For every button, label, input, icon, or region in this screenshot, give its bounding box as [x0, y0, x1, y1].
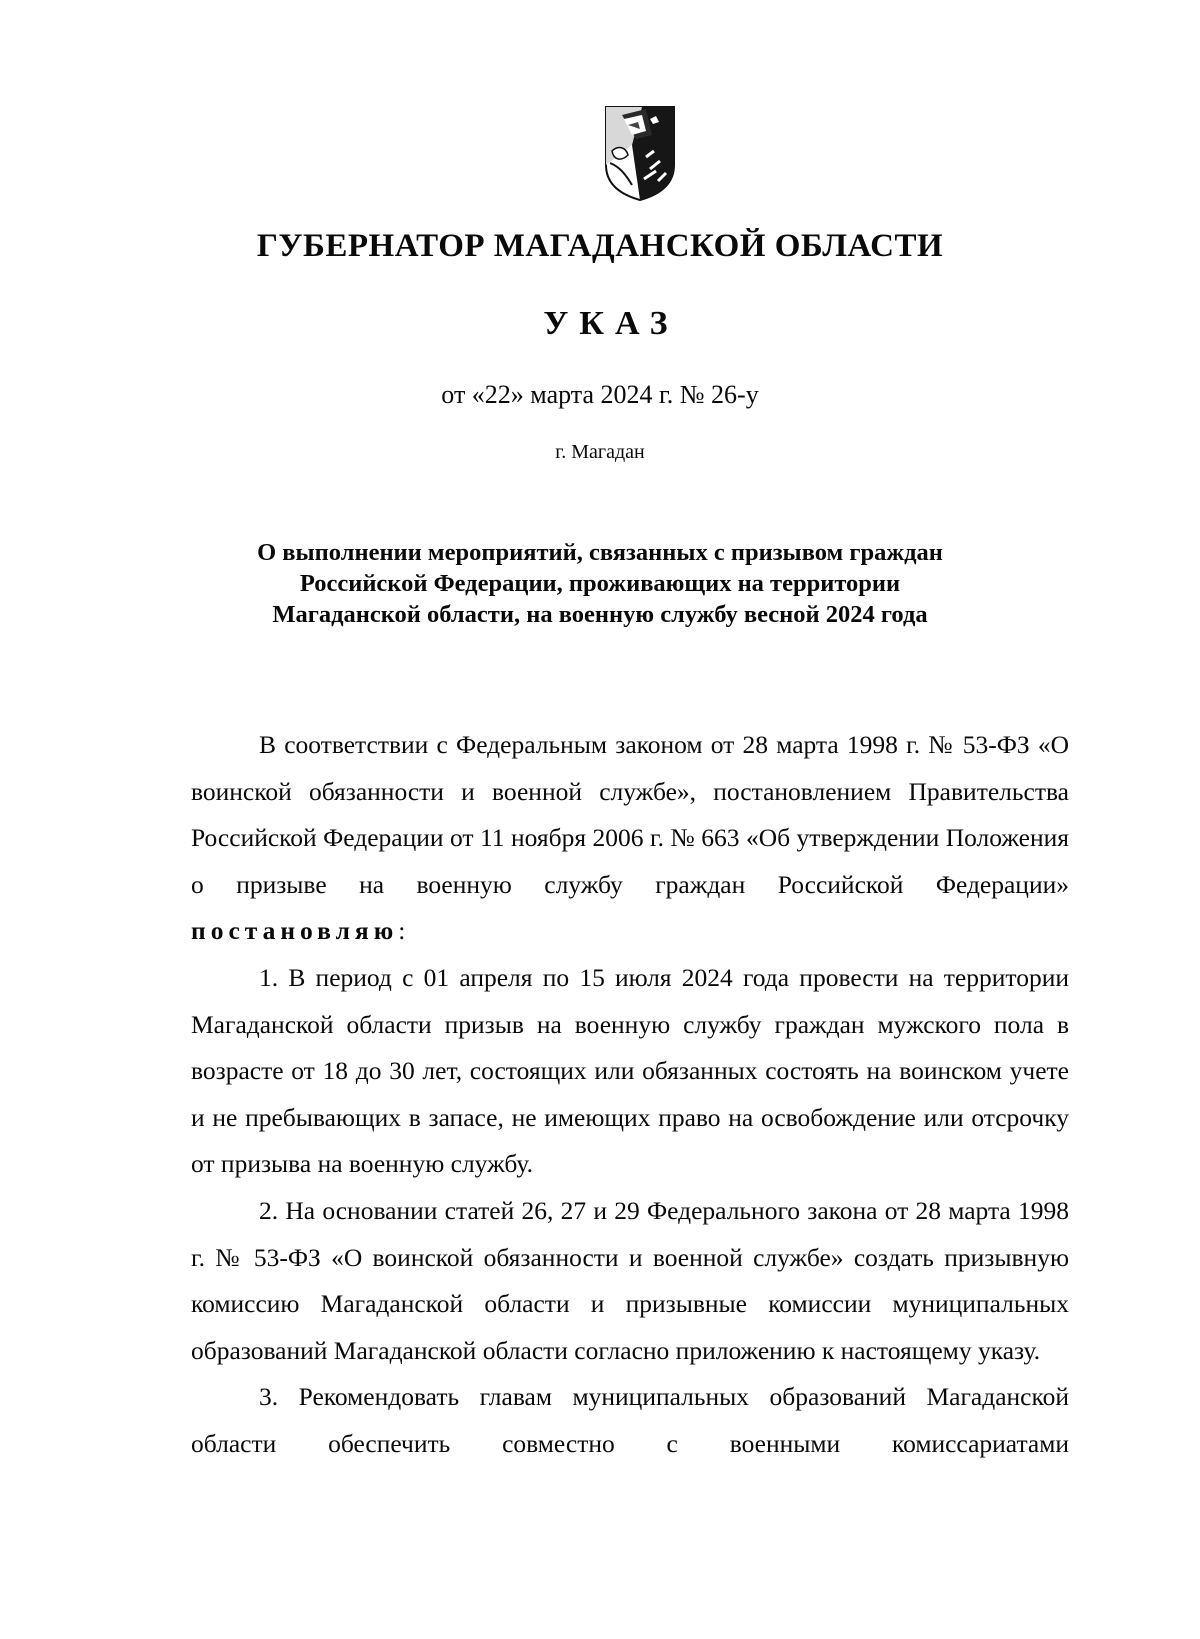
item-1-paragraph: 1. В период с 01 апреля по 15 июля 2024 года провести на территории Магаданской области призыв на военную службу граждан мужского пола в возрасте от 18 до 30 лет, состоящих или обязанных состоять на воинском учете и не пребывающих в запасе, не имеющих право на освобождение или отсрочку от призыва на военную службу.: [191, 962, 1069, 1179]
decree-subject: [200, 537, 1000, 630]
resolve-word: постановляю: [191, 916, 399, 946]
item-2-paragraph: 2. На основании статей 26, 27 и 29 Федерального закона от 28 марта 1998 г. № 53-ФЗ «О воинской обязанности и военной службе» создать призывную комиссию Магаданской области и призывные комиссии муниципальных образований Магаданской области согласно приложению к настоящему указу.: [191, 1195, 1069, 1365]
subject-line-3: Магаданской области, на военную службу весной 2024 года: [272, 601, 928, 628]
subject-line-1: О выполнении мероприятий, связанных с призывом граждан: [257, 539, 943, 566]
issuer-title: ГУБЕРНАТОР МАГАДАНСКОЙ ОБЛАСТИ: [256, 228, 944, 264]
resolve-colon: :: [398, 916, 406, 946]
decree-body: [191, 722, 1069, 1468]
decree-date-number: от «22» марта 2024 г. № 26-у: [441, 380, 759, 409]
preamble-text: В соответствии с Федеральным законом от 28 марта 1998 г. № 53-ФЗ «О воинской обязанности и военной службе», постановлением Правительства Российской Федерации от 11 ноября 2006 г. № 663 «Об утверждении Положения о призыве на военную службу граждан Российской Федерации»: [191, 730, 1069, 899]
preamble-paragraph: [191, 722, 1069, 955]
magadan-oblast-coat-of-arms-icon: [602, 105, 678, 201]
subject-line-2: Российской Федерации, проживающих на территории: [299, 570, 901, 597]
item-3-paragraph: 3. Рекомендовать главам муниципальных образований Магаданской области обеспечить совместно с военными комиссариатами: [191, 1382, 1069, 1458]
decree-city: г. Магадан: [555, 441, 645, 463]
document-type-title: УКАЗ: [543, 305, 679, 342]
